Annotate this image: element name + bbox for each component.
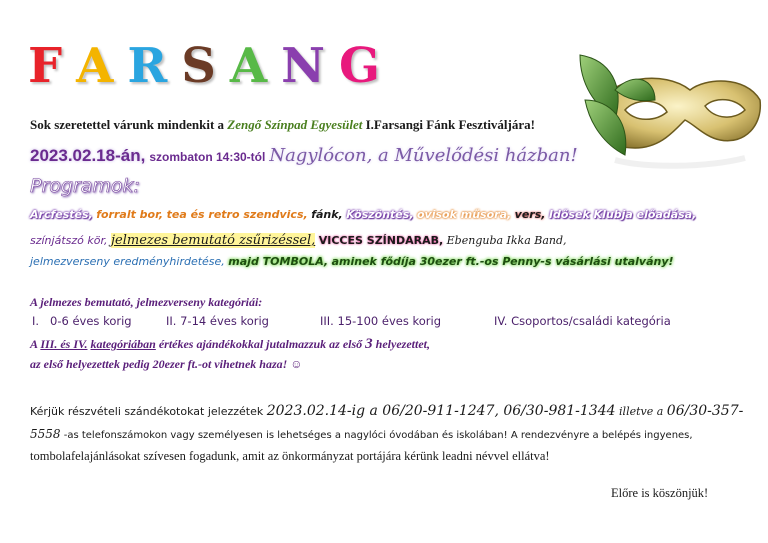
program-item: Idősek Klubja előadása, [548,208,697,221]
program-item: színjátszó kör, [30,234,108,247]
prize-text: A [30,337,41,351]
page-title [28,38,394,98]
title-letter: A [76,38,114,94]
contact-line-1 [30,403,743,419]
prize-text-line-2: az első helyezettek pedig 20ezer ft.-ot vihetnek haza! ☺ [30,357,303,371]
program-item: Köszöntés, [346,208,414,221]
category-number: III. [320,314,334,328]
category-number: I. [32,314,40,328]
event-date: 2023.02.18-án, [30,146,146,165]
prize-kategoria: kategóriában [90,337,156,351]
category-label: 15-100 éves korig [337,314,441,328]
intro-after: I.Farsangi Fánk Fesztiváljára! [362,117,535,132]
category-label: Csoportos/családi kategória [511,314,671,328]
programs-line-3 [30,255,674,268]
closing-thanks: Előre is köszönjük! [611,486,709,500]
programs-line-2 [30,233,567,248]
program-item: Ebenguba Ikka Band, [446,234,567,247]
categories-heading: A jelmezes bemutató, jelmezverseny kategóriái: [30,295,263,309]
prize-categories: III. és IV. [40,337,88,351]
program-item: forralt bor, [96,208,164,221]
category-item [166,314,269,328]
title-letter: S [181,38,216,94]
category-label: 0-6 éves korig [50,314,132,328]
contact-deadline-phones: 2023.02.14-ig a 06/20-911-1247, 06/30-981-1344 [266,403,616,419]
contact-line-2 [30,427,693,442]
prize-text: helyezettet, [372,337,430,351]
contact-text: -as telefonszámokon vagy személyesen is lehetséges a nagylóci óvodában és iskolában! A rendezvényre a belépés ingyenes, [60,430,693,441]
category-item [494,314,671,328]
event-day-time: szombaton 14:30-tól [149,150,266,164]
programs-line-1 [30,208,696,221]
contact-text: illetve a [615,405,667,418]
category-item [320,314,441,328]
program-item: fánk, [311,208,343,221]
category-label: 7-14 éves korig [180,314,269,328]
contact-phone: 06/30-357- [666,403,744,419]
event-dateline [30,145,578,166]
program-item: tea és retro szendvics, [166,208,308,221]
category-number: IV. [494,314,508,328]
program-item: aminek fődíja 30ezer ft.-os Penny-s vásárlási utalvány! [331,255,674,268]
title-letter: A [229,38,268,94]
program-item: vers, [514,208,546,221]
program-item: ovisok műsora, [417,208,512,221]
event-place: Nagylócon, a Művelődési házban! [269,145,578,166]
contact-phone: 5558 [30,427,61,441]
carnival-mask-image [555,40,765,180]
title-letter: F [28,38,63,94]
prize-count: 3 [365,336,373,352]
program-item: Arcfestés, [30,208,93,221]
category-number: II. [166,314,177,328]
programs-heading: Programok: [30,175,140,197]
title-letter: N [281,38,326,94]
program-item: jelmezverseny eredményhirdetése, [30,255,225,268]
intro-before: Sok szeretettel várunk mindenkit a [30,117,228,132]
title-letter: R [127,38,168,94]
contact-line-3: tombolafelajánlásokat szívesen fogadunk, amit az önkormányzat portájára kérünk leadni névvel ellátva! [30,449,550,463]
title-letter: G [339,38,381,94]
category-item [32,314,132,328]
contact-text: Kérjük részvételi szándékotokat jelezzétek [30,405,267,418]
organizer-name: Zengő Színpad Egyesület [227,117,363,132]
program-item: jelmezes bemutató zsűrizéssel, [110,233,316,248]
program-item: majd TOMBOLA, [228,255,329,268]
program-item: VICCES SZÍNDARAB, [318,234,444,247]
intro-text [30,117,535,133]
prize-text: értékes ajándékokkal jutalmazzuk az első [155,337,366,351]
prize-text-line-1 [30,336,430,353]
